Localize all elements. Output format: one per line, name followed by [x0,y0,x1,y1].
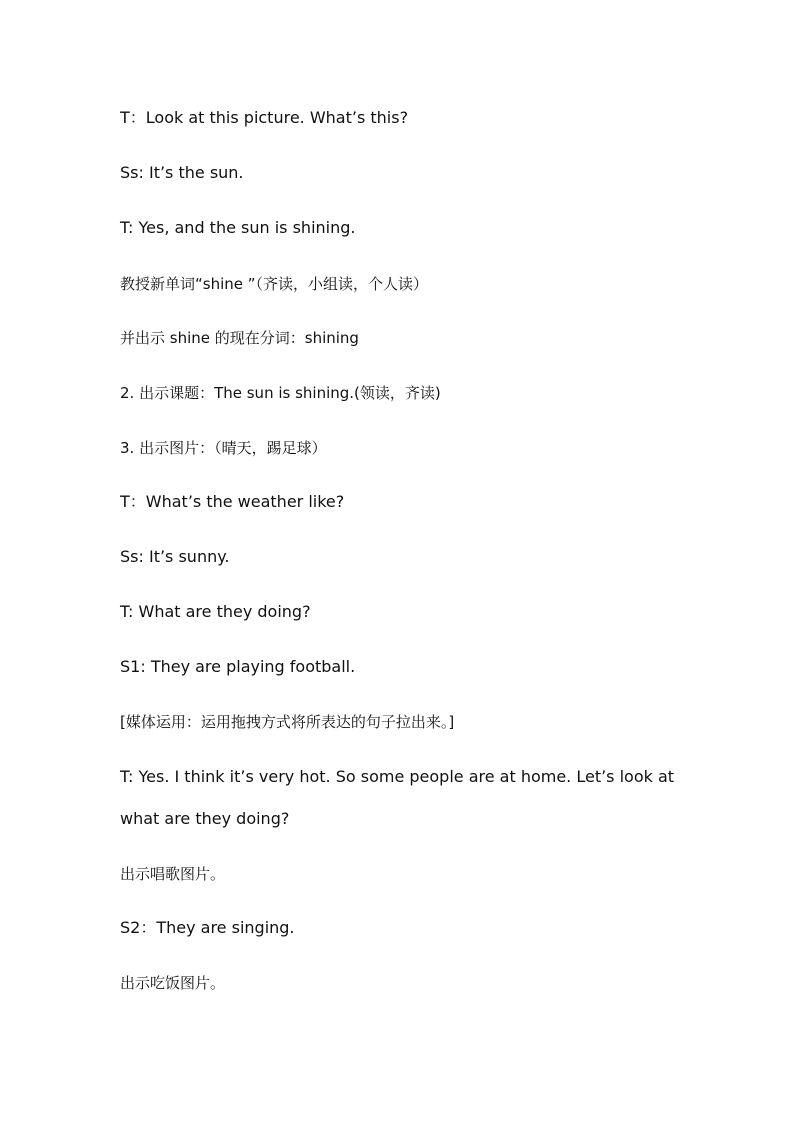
text-line: T: Yes, and the sun is shining. [120,218,356,237]
text-line: 3. 出示图片：（晴天，踢足球） [120,439,327,457]
text-line: S2：They are singing. [120,918,295,937]
text-line: T：Look at this picture. What’s this? [120,108,409,127]
text-line: what are they doing? [120,809,290,828]
text-line: [媒体运用：运用拖拽方式将所表达的句子拉出来。] [120,713,455,731]
text-line: 并出示 shine 的现在分词：shining [120,329,359,347]
text-line: T: Yes. I think it’s very hot. So some people are at home. Let’s look at [120,767,675,786]
text-line: T: What are they doing? [120,602,311,621]
text-line: Ss: It’s the sun. [120,163,244,182]
text-line: Ss: It’s sunny. [120,547,230,566]
text-line: 2. 出示课题：The sun is shining.(领读，齐读) [120,384,441,402]
text-line: S1: They are playing football. [120,657,356,676]
text-line: 教授新单词“shine ”（齐读，小组读，个人读） [120,275,429,293]
text-line: 出示吃饭图片。 [120,974,226,992]
text-line: T：What’s the weather like? [120,492,345,511]
text-line: 出示唱歌图片。 [120,865,226,883]
